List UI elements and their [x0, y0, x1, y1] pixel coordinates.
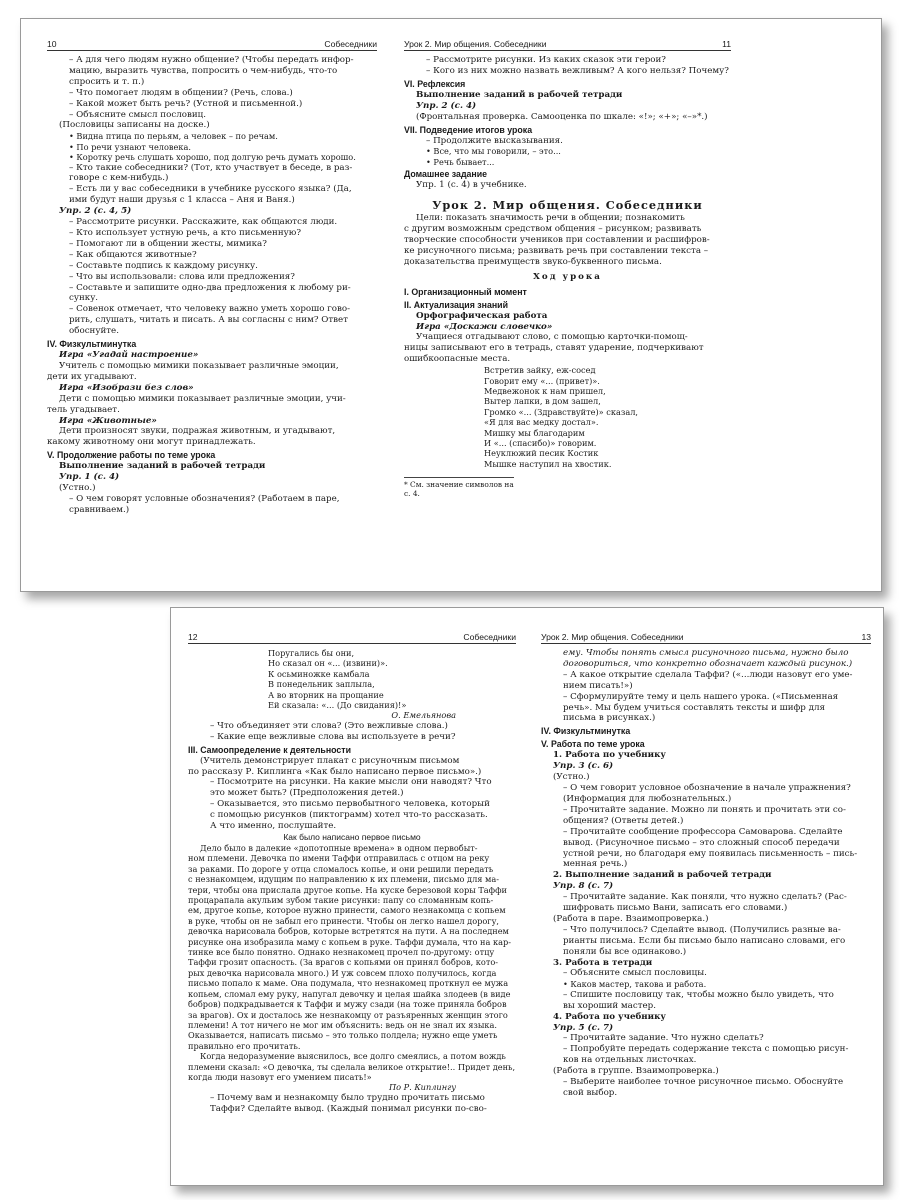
text-line: По Р. Киплингу — [388, 1082, 456, 1093]
text-line: – Выберите наиболее точное рисуночное письмо. Обоснуйте — [563, 1077, 844, 1088]
text-line: тель угадывает. — [47, 404, 120, 415]
running-title: Собеседники — [463, 632, 516, 642]
text-line: девочка нарисовала бобров, которые встретятся на пути. А на последнем — [188, 926, 509, 937]
text-line: рых девочка нарисовала много.) И уж совсем плохо получилось, когда — [188, 967, 497, 978]
text-line: Упр. 2 (с. 4) — [416, 100, 477, 111]
page-body — [188, 648, 516, 1115]
text-line: – Какие еще вежливые слова вы используете в речи? — [210, 731, 456, 742]
text-line: вывод. (Рисуночное письмо – это сложный способ передачи — [563, 837, 840, 848]
text-line: Встретив зайку, еж-сосед — [484, 365, 596, 376]
text-line: Игра «Изобрази без слов» — [59, 382, 194, 393]
text-line: Медвежонок к нам пришел, — [484, 385, 606, 396]
text-line: – Совенок отмечает, что человеку важно уметь хорошо гово- — [69, 304, 351, 315]
text-line: – Составьте подпись к каждому рисунку. — [69, 260, 258, 271]
page-number: 12 — [188, 632, 198, 642]
text-line: 4. Работа по учебнику — [553, 1011, 666, 1022]
text-line: (Пословицы записаны на доске.) — [59, 120, 210, 131]
text-line: Громко «... (Здравствуйте)» сказал, — [484, 406, 639, 417]
text-line: доказательства преимуществ звуко-буквенного письма. — [404, 256, 662, 267]
text-line: племени сказал: «О девочка, ты сделала великое открытие!.. Придет день, — [188, 1061, 516, 1072]
text-line: с помощью рисунков (пиктограмм) хотел что-то рассказать. — [210, 810, 488, 821]
text-line: – Продолжите высказывания. — [426, 135, 563, 146]
text-line: обоснуйте. — [69, 326, 119, 337]
text-line: шифровать письмо Вани, записать его словами.) — [563, 903, 788, 914]
text-line: с незнакомцем, идущим по направлению к их племени, письмо для ма- — [188, 874, 500, 885]
text-line: Мишку мы благодарим — [484, 427, 585, 438]
text-line: – Есть ли у вас собеседники в учебнике русского языка? (Да, — [69, 184, 352, 195]
page-10 — [47, 39, 377, 591]
text-line: (Работа в паре. Взаимопроверка.) — [553, 913, 709, 924]
text-line: О. Емельянова — [391, 710, 456, 721]
text-line: рить, слушать, читать и писать. А вы согласны с ним? Ответ — [69, 315, 349, 326]
page-number: 10 — [47, 39, 57, 49]
text-line: Учитель с помощью мимики показывает различные эмоции, — [59, 360, 339, 371]
text-line: – Кто использует устную речь, а кто письменную? — [69, 228, 301, 238]
text-line: – Прочитайте задание. Можно ли понять и прочитать эти со- — [563, 804, 846, 815]
text-line: сравниваем.) — [69, 504, 130, 515]
text-line: • Все, что мы говорили, – это... — [426, 146, 561, 157]
text-line: – Что помогает людям в общении? (Речь, слова.) — [69, 87, 293, 98]
text-line: ном племени. Девочка по имени Таффи отправилась с отцом на реку — [188, 853, 490, 864]
text-line: Выполнение заданий в рабочей тетради — [59, 461, 266, 472]
text-line: процарапала акульим зубом такие рисунки: папу со сломанным копь- — [188, 895, 494, 906]
text-line: за раками. По дороге у отца сломалось копье, и они решили передать — [188, 863, 494, 874]
text-line: – Как общаются животные? — [69, 249, 197, 260]
text-line: договориться, что конкретно обозначает каждый рисунок.) — [563, 658, 853, 669]
text-line: И «... (спасибо)» говорим. — [484, 437, 597, 448]
text-line: Неуклюжий песик Костик — [484, 448, 599, 459]
page-body — [47, 55, 377, 516]
text-line: рианты письма. Если бы письмо было написано словами, его — [563, 935, 846, 946]
text-line: творческие способности учеников при составлении и расшифров- — [404, 234, 710, 245]
text-line: Упр. 2 (с. 4, 5) — [59, 206, 132, 217]
text-line: – Посмотрите на рисунки. На какие мысли они наводят? Что — [210, 777, 492, 788]
text-line: дети их угадывают. — [47, 371, 137, 382]
text-line: – А для чего людям нужно общение? (Чтобы передать инфор- — [69, 55, 354, 65]
text-line: (Устно.) — [553, 772, 590, 783]
text-line: V. Продолжение работы по теме урока — [47, 450, 216, 461]
text-line: вы хороший мастер. — [563, 1000, 656, 1011]
page-11 — [404, 39, 731, 591]
text-line: – О чем говорит условное обозначение в начале упражнения? — [563, 783, 851, 794]
text-line: IV. Физкультминутка — [47, 339, 137, 350]
text-line: 3. Работа в тетради — [553, 957, 653, 968]
text-line: II. Актуализация знаний — [404, 299, 508, 310]
page-body — [541, 648, 871, 1099]
page-header — [541, 632, 871, 644]
spread-pages-12-13 — [170, 607, 884, 1186]
text-line: Но сказал он «... (извини)». — [268, 658, 388, 669]
text-line: правильно его прочитать. — [188, 1040, 301, 1051]
text-line: • По речи узнают человека. — [69, 141, 191, 152]
text-line: Упр. 5 (с. 7) — [553, 1022, 614, 1033]
text-line: – А какое открытие сделала Таффи? («...люди назовут его уме- — [563, 669, 853, 680]
text-line: – Что вы использовали: слова или предложения? — [69, 271, 295, 282]
text-line: речь». Мы будем учиться составлять тексты и шифр для — [563, 702, 825, 713]
text-line: менная речь.) — [563, 859, 628, 870]
text-line: – Объясните смысл пословицы. — [563, 968, 707, 979]
text-line: Оказывается, написать письмо – это только полдела; нужно еще уметь — [188, 1030, 498, 1041]
text-line: рисунке она изобразила маму с копьем в руке. Таффи думала, что на кар- — [188, 936, 511, 947]
text-line: А что именно, послушайте. — [210, 821, 337, 832]
text-line: ему. Чтобы понять смысл рисуночного письма, нужно было — [563, 648, 849, 658]
text-line: Упр. 1 (с. 4) в учебнике. — [416, 180, 527, 191]
text-line: – Что объединяет эти слова? (Это вежливые слова.) — [210, 720, 448, 731]
page-body-bottom — [404, 287, 731, 470]
text-line: Ей сказала: «... (До свидания)!» — [268, 700, 407, 711]
text-line: тери, чтобы она прислала другое копье. На куске березовой коры Таффи — [188, 884, 507, 895]
page-number: 13 — [861, 632, 871, 642]
text-line: ем, другое копье, которое нужно принести, самого незнакомца с копьем — [188, 905, 506, 916]
text-line: в руке, чтобы он не забыл его принести. Чтобы он легко нашел дорогу, — [188, 915, 500, 926]
text-line: ошибкоопасные места. — [404, 354, 511, 365]
text-line: Дело было в далекие «допотопные времена» в одном первобыт- — [200, 843, 478, 853]
lesson-course-heading: Ход урока — [533, 271, 602, 282]
page-number: 11 — [722, 39, 731, 49]
text-line: • Коротку речь слушать хорошо, под долгую речь думать хорошо. — [69, 152, 356, 163]
text-line: Игра «Угадай настроение» — [59, 350, 199, 361]
lesson-title: Урок 2. Мир общения. Собеседники — [432, 198, 703, 213]
text-line: спросить и т. п.) — [69, 76, 145, 87]
text-line: устной речи, но благодаря ему появилась письменность – пись- — [563, 848, 858, 859]
text-line: мацию, выразить чувства, попросить о чем-нибудь, что-то — [69, 65, 338, 76]
text-line: (Информация для любознательных.) — [563, 793, 732, 804]
text-line: (Работа в группе. Взаимопроверка.) — [553, 1066, 719, 1077]
text-line: поняли бы все одинаково.) — [563, 946, 687, 957]
text-line: Дети произносят звуки, подражая животным, и угадывают, — [59, 426, 336, 437]
text-line: Игра «Доскажи словечко» — [416, 321, 553, 332]
text-line: какому животному они могут принадлежать. — [47, 437, 256, 448]
text-line: В понедельник заплыла, — [268, 679, 375, 690]
text-line: бобров) подкрадывается к Таффи и мужу сзади (на тоже приняла бобров — [188, 999, 507, 1010]
running-title: Урок 2. Мир общения. Собеседники — [404, 39, 547, 49]
text-line: А во вторник на прощание — [268, 689, 384, 700]
text-line: говоре с кем-нибудь.) — [69, 173, 169, 184]
text-line: по рассказу Р. Киплинга «Как было написано первое письмо».) — [188, 766, 482, 777]
page-12 — [188, 632, 516, 1185]
running-title: Урок 2. Мир общения. Собеседники — [541, 632, 684, 642]
page-body-top — [404, 55, 731, 191]
text-line: (Фронтальная проверка. Самооценка по шкале: «!»; «+»; «–»*.) — [416, 111, 708, 122]
text-line: тинке все было понятно. Однако незнакомец прочел по-другому: отцу — [188, 947, 495, 958]
text-line: Мышке наступил на хвостик. — [484, 458, 612, 469]
text-line: – Кто такие собеседники? (Тот, кто участвует в беседе, в раз- — [69, 162, 353, 173]
text-line: племени! А тот ничего не мог им объяснить: ведь он не знал их языка. — [188, 1019, 497, 1030]
spread-pages-10-11 — [20, 18, 882, 592]
text-line: ков на отдельных листочках. — [563, 1055, 697, 1066]
text-line: с другим возможным средством общения – рисунком; развивать — [404, 224, 702, 235]
text-line: К осьминожке камбала — [268, 668, 370, 679]
text-line: Когда недоразумение выяснилось, все долго смеялись, а потом вождь — [200, 1051, 506, 1062]
text-line: – Попробуйте передать содержание текста с помощью рисун- — [563, 1044, 849, 1055]
text-line: – Оказывается, это письмо первобытного человека, который — [210, 799, 490, 810]
lesson-goals — [404, 213, 731, 268]
text-line: – Почему вам и незнакомцу было трудно прочитать письмо — [210, 1092, 485, 1103]
page-header — [188, 632, 516, 644]
text-line: Говорит ему «... (привет)». — [484, 375, 600, 386]
text-line: Цели: показать значимость речи в общении; познакомить — [416, 213, 685, 224]
text-line: – Кого из них можно назвать вежливым? А кого нельзя? Почему? — [426, 65, 729, 76]
text-line: свой выбор. — [563, 1087, 618, 1098]
text-line: – Что получилось? Сделайте вывод. (Получились разные ва- — [563, 924, 841, 935]
text-line: сунку. — [69, 293, 99, 304]
text-line: VI. Рефлексия — [404, 78, 466, 89]
text-line: IV. Физкультминутка — [541, 726, 631, 737]
text-line: ке рисуночного письма; развивать речь при составлении текста – — [404, 245, 709, 256]
text-line: Домашнее задание — [404, 169, 488, 180]
text-line: общения? (Ответы детей.) — [563, 815, 684, 826]
text-line: Орфографическая работа — [416, 310, 548, 321]
text-line: Как было написано первое письмо — [283, 832, 421, 842]
text-line: Таффи? Сделайте вывод. (Каждый понимал рисунки по-сво- — [210, 1103, 487, 1114]
text-line: за врагов). Ох и досталось же незнакомцу от разъяренных женщин этого — [188, 1009, 508, 1020]
text-line: – Прочитайте задание. Как поняли, что нужно сделать? (Рас- — [563, 892, 847, 903]
text-line: Игра «Животные» — [59, 415, 157, 426]
text-line: это может быть? (Предположения детей.) — [210, 788, 404, 799]
text-line: ими будут наши друзья с 1 класса – Аня и Ваня.) — [69, 195, 295, 206]
text-line: VII. Подведение итогов урока — [404, 124, 533, 135]
text-line: – Прочитайте задание. Что нужно сделать? — [563, 1033, 764, 1044]
text-line: Упр. 8 (с. 7) — [553, 881, 614, 892]
text-line: – Рассмотрите рисунки. Из каких сказок эти герои? — [426, 55, 666, 65]
text-line: «Я для вас медку достал». — [484, 417, 599, 428]
text-line: ницы записывают его в тетрадь, ставят ударение, подчеркивают — [404, 343, 704, 354]
text-line: • Видна птица по перьям, а человек – по речам. — [69, 131, 278, 142]
text-line: – Рассмотрите рисунки. Расскажите, как общаются люди. — [69, 217, 338, 228]
text-line: Таффи грозит опасность. (За врагов с копьями он принял бобров, кото- — [188, 957, 499, 968]
text-line: Дети с помощью мимики показывает различные эмоции, учи- — [59, 393, 346, 404]
text-line: V. Работа по теме урока — [541, 739, 645, 750]
text-line: Учащиеся отгадывают слово, с помощью карточки-помощ- — [416, 332, 688, 343]
footnote: * См. значение символов на с. 4. — [404, 477, 514, 498]
text-line: Вытер лапки, в дом зашел, — [484, 396, 601, 407]
text-line: Поругались бы они, — [268, 648, 355, 658]
text-line: III. Самоопределение к деятельности — [188, 744, 352, 755]
page-13 — [541, 632, 871, 1185]
text-line: 2. Выполнение заданий в рабочей тетради — [553, 870, 772, 881]
text-line: – Какой может быть речь? (Устной и письменной.) — [69, 98, 303, 109]
text-line: Упр. 3 (с. 6) — [553, 761, 614, 772]
text-line: I. Организационный момент — [404, 286, 527, 297]
text-line: копьем, сломал ему руку, напугал девочку и целая шайка злодеев (в виде — [188, 988, 511, 999]
text-line: Выполнение заданий в рабочей тетради — [416, 89, 623, 100]
text-line: • Каков мастер, такова и работа. — [563, 979, 707, 990]
page-header — [47, 39, 377, 51]
text-line: когда люди назовут его умением писать!» — [188, 1071, 372, 1082]
text-line: – Спишите пословицу так, чтобы можно было увидеть, что — [563, 989, 834, 1000]
text-line: письма в рисунках.) — [563, 713, 656, 724]
text-line: (Устно.) — [59, 483, 96, 494]
text-line: 1. Работа по учебнику — [553, 750, 666, 761]
text-line: – Помогают ли в общении жесты, мимика? — [69, 238, 267, 249]
text-line: письмо попало к маме. Она подумала, что незнакомец проткнул ее мужа — [188, 978, 509, 989]
text-line: • Речь бывает... — [426, 156, 495, 167]
text-line: нием писать!») — [563, 680, 633, 691]
text-line: – Объясните смысл пословиц. — [69, 109, 206, 120]
text-line: – Составьте и запишите одно-два предложения к любому ри- — [69, 282, 351, 293]
running-title: Собеседники — [324, 39, 377, 49]
text-line: – Прочитайте сообщение профессора Самоварова. Сделайте — [563, 826, 843, 837]
text-line: (Учитель демонстрирует плакат с рисуночным письмом — [200, 755, 460, 766]
text-line: – О чем говорят условные обозначения? (Работаем в паре, — [69, 493, 340, 504]
text-line: – Сформулируйте тему и цель нашего урока. («Письменная — [563, 691, 839, 702]
page-header — [404, 39, 731, 51]
text-line: Упр. 1 (с. 4) — [59, 472, 120, 483]
